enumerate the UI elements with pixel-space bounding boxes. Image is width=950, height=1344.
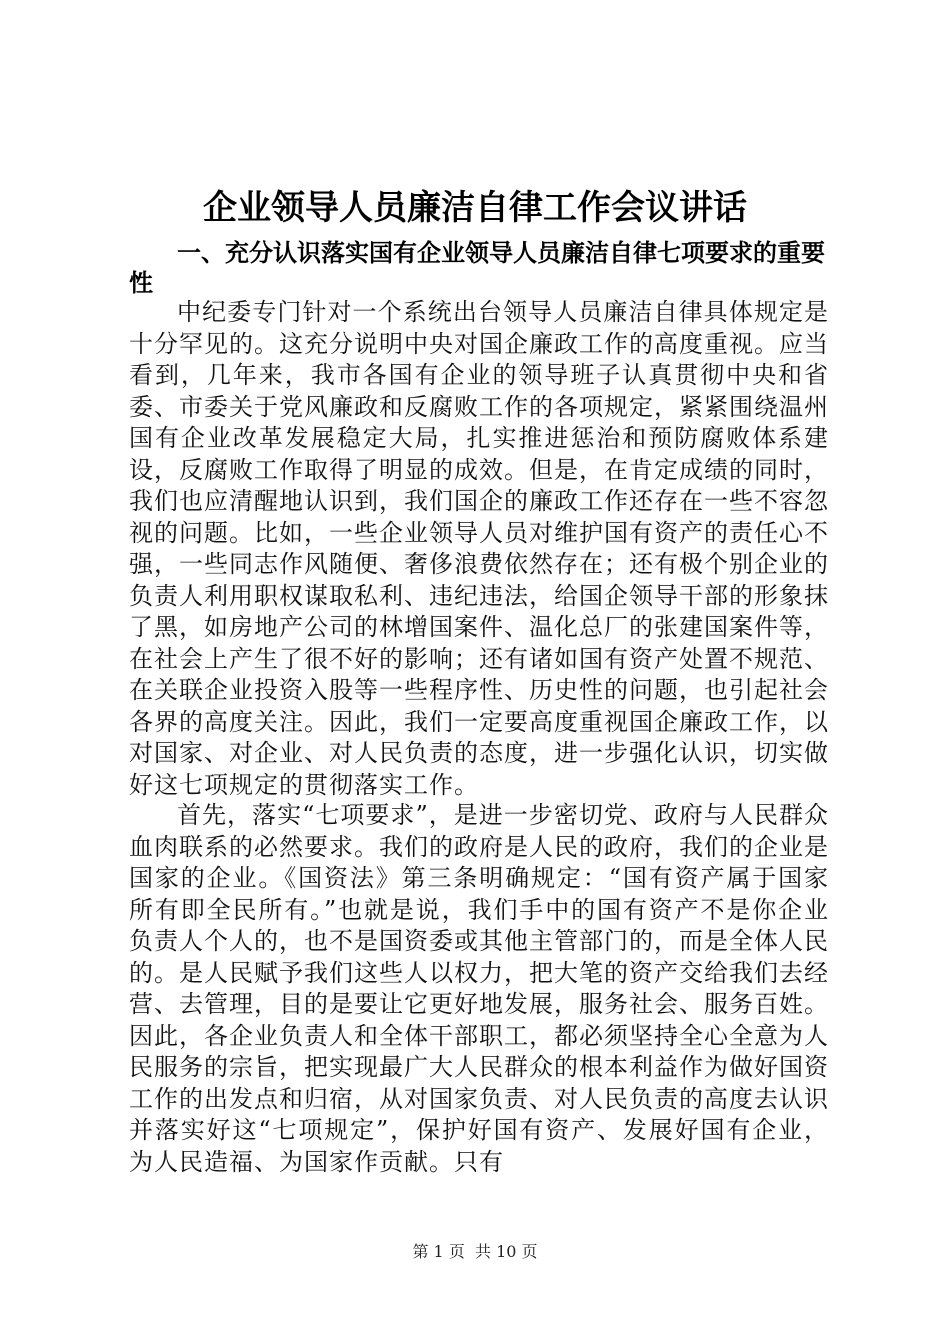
body-paragraph-2: 首先，落实“七项要求”，是进一步密切党、政府与人民群众血肉联系的必然要求。我们的政府是人民的政府，我们的企业是国家的企业。《国资法》第三条明确规定：“国有资产属于国家所有即全民所有。”也就是说，我们手中的国有资产不是你企业负责人个人的，也不是国资委或其他主管部门的，而是全体人民的。是人民赋予我们这些人以权力，把大笔的资产交给我们去经营、去管理，目的是要让它更好地发展，服务社会、服务百姓。因此，各企业负责人和全体干部职工，都必须坚持全心全意为人民服务的宗旨，把实现最广大人民群众的根本利益作为做好国资工作的出发点和归宿，从对国家负责、对人民负责的高度去认识并落实好这“七项规定”，保护好国有资产、发展好国有企业，为人民造福、为国家作贡献。只有 <box>129 801 829 1176</box>
body-paragraph-1: 中纪委专门针对一个系统出台领导人员廉洁自律具体规定是十分罕见的。这充分说明中央对国企廉政工作的高度重视。应当看到，几年来，我市各国有企业的领导班子认真贯彻中央和省委、市委关于党风廉政和反腐败工作的各项规定，紧紧围绕温州国有企业改革发展稳定大局，扎实推进惩治和预防腐败体系建设，反腐败工作取得了明显的成效。但是，在肯定成绩的同时，我们也应清醒地认识到，我们国企的廉政工作还存在一些不容忽视的问题。比如，一些企业领导人员对维护国有资产的责任心不强，一些同志作风随便、奢侈浪费依然存在；还有极个别企业的负责人利用职权谋取私利、违纪违法，给国企领导干部的形象抹了黑，如房地产公司的林增国案件、温化总厂的张建国案件等，在社会上产生了很不好的影响；还有诸如国有资产处置不规范、在关联企业投资入股等一些程序性、历史性的问题，也引起社会各界的高度关注。因此，我们一定要高度重视国企廉政工作，以对国家、对企业、对人民负责的态度，进一步强化认识，切实做好这七项规定的贯彻落实工作。 <box>129 298 829 799</box>
page-number-label: 第 1 页 共 10 页 <box>412 1242 538 1261</box>
section-heading: 一、充分认识落实国有企业领导人员廉洁自律七项要求的重要性 <box>129 239 825 297</box>
document-title: 企业领导人员廉洁自律工作会议讲话 <box>203 188 747 228</box>
page-footer <box>0 1242 950 1262</box>
